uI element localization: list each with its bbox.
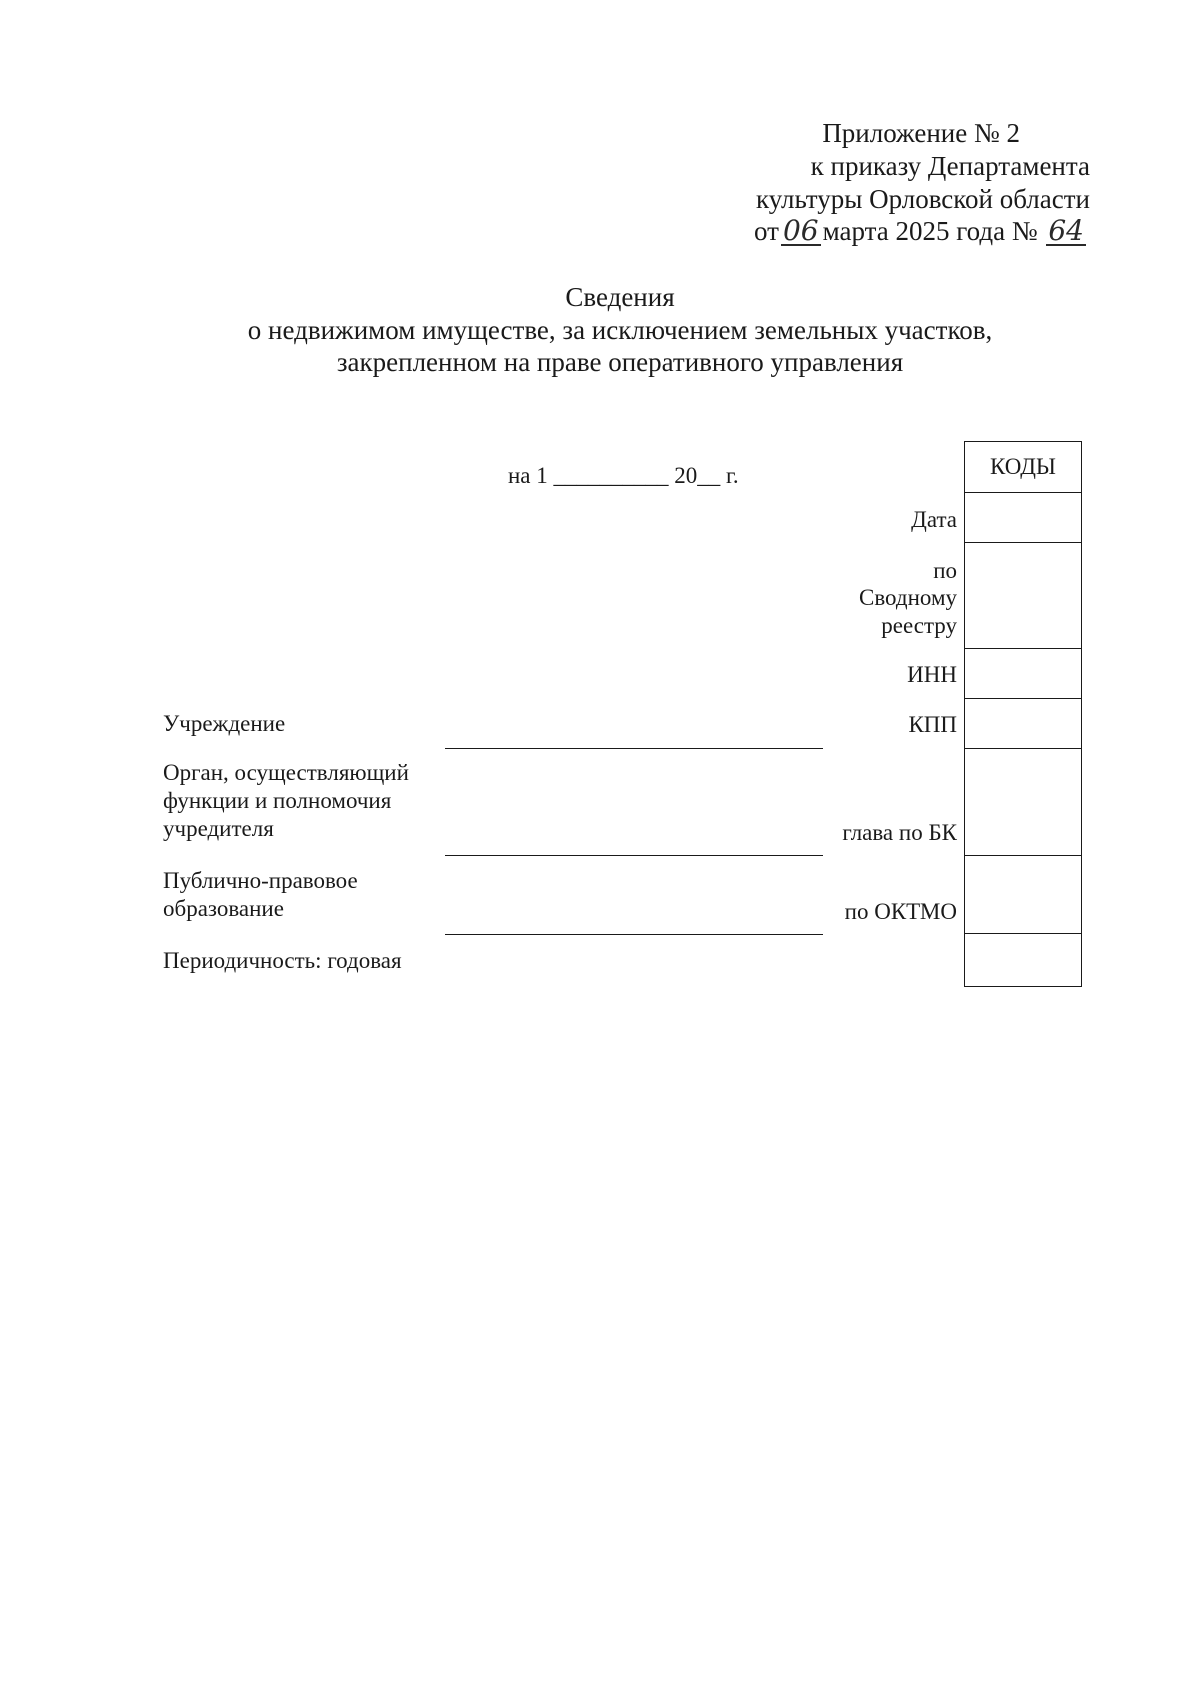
title-line-3: закрепленном на праве оперативного управления bbox=[336, 347, 904, 377]
code-label-kpp: КПП bbox=[908, 712, 957, 737]
appendix-date-line bbox=[754, 214, 1088, 249]
codes-row-separator bbox=[965, 933, 1081, 934]
codes-header: КОДЫ bbox=[990, 454, 1056, 479]
institution-label: Учреждение bbox=[163, 711, 286, 736]
periodicity-label: Периодичность: годовая bbox=[163, 948, 402, 973]
code-label-date: Дата bbox=[911, 507, 957, 532]
codes-row-separator bbox=[965, 648, 1081, 649]
appendix-order-ref: к приказу Департамента bbox=[810, 151, 1090, 181]
founder-label-line-2: функции и полномочия bbox=[163, 788, 392, 813]
founder-label-line-3: учредителя bbox=[163, 816, 274, 841]
appendix-number: Приложение № 2 bbox=[822, 118, 1020, 148]
founder-label-line-1: Орган, осуществляющий bbox=[163, 760, 409, 785]
public-entity-underline bbox=[445, 934, 823, 935]
code-label-inn: ИНН bbox=[907, 662, 957, 687]
handwritten-day: 06 bbox=[782, 214, 819, 247]
date-text: марта 2025 года № bbox=[822, 216, 1038, 246]
code-label-registry-3: реестру bbox=[881, 613, 957, 638]
date-prefix: от bbox=[754, 216, 779, 246]
codes-row-separator bbox=[965, 542, 1081, 543]
institution-underline bbox=[445, 748, 823, 749]
title-line-1: Сведения bbox=[565, 282, 675, 312]
code-label-oktmo: по ОКТМО bbox=[844, 899, 957, 924]
code-label-bk-chapter: глава по БК bbox=[842, 820, 957, 845]
codes-row-separator bbox=[965, 698, 1081, 699]
appendix-department: культуры Орловской области bbox=[755, 184, 1090, 214]
codes-table bbox=[964, 441, 1082, 987]
founder-underline bbox=[445, 855, 823, 856]
public-entity-label-line-1: Публично-правовое bbox=[163, 868, 358, 893]
codes-row-separator bbox=[965, 855, 1081, 856]
code-label-registry-1: по bbox=[933, 558, 957, 583]
code-label-registry-2: Сводному bbox=[858, 585, 957, 610]
codes-row-separator bbox=[965, 748, 1081, 749]
handwritten-order-number: 64 bbox=[1048, 214, 1084, 247]
report-date-line: на 1 __________ 20__ г. bbox=[508, 463, 739, 488]
title-line-2: о недвижимом имуществе, за исключением земельных участков, bbox=[247, 315, 993, 345]
codes-row-separator bbox=[965, 492, 1081, 493]
public-entity-label-line-2: образование bbox=[163, 896, 284, 921]
